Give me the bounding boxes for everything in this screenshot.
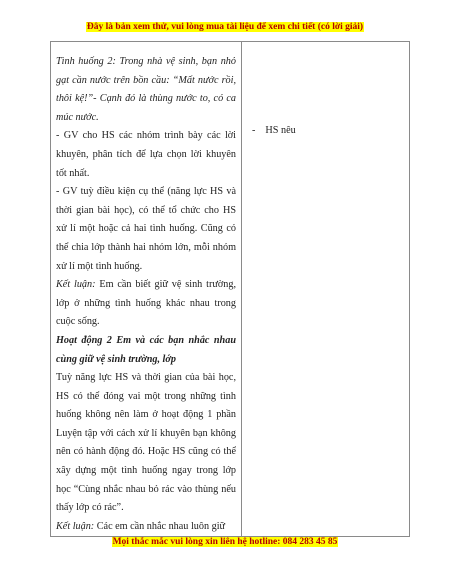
activity-2-title: Hoạt động 2 Em và các bạn nhắc nhau cùng giữ vệ sinh trường, lớp — [56, 334, 236, 365]
gv-step-2-text: - GV tuỳ điều kiện cụ thể (năng lực HS và thời gian bài học), có thể tổ chức cho HS xử lí một hoặc cả hai tình huống. Cũng có thể chia lớp thành hai nhóm lớn, mỗi nhóm xử lí một tình huống. — [56, 186, 236, 272]
conclusion-1 — [56, 276, 236, 332]
preview-notice-banner — [0, 22, 450, 32]
conclusion-2-label: Kết luận: — [56, 520, 95, 532]
conclusion-1-text: Em cần biết giữ vệ sinh trường, lớp ở những tình huống khác nhau trong cuộc sống. — [56, 279, 236, 328]
bullet-dash: - — [252, 125, 256, 136]
conclusion-1-label: Kết luận: — [56, 279, 96, 291]
table-row — [51, 42, 410, 537]
hotline-text: Mọi thắc mắc vui lòng xin liên hệ hotline: 084 283 45 85 — [112, 537, 338, 547]
student-response — [242, 42, 409, 141]
gv-step-1-text: - GV cho HS các nhóm trình bày các lời khuyên, phân tích để lựa chọn lời khuyên tốt nhất. — [56, 130, 236, 179]
preview-notice-text: Đây là bản xem thử, vui lòng mua tài liệu để xem chi tiết (có lời giải) — [86, 22, 364, 32]
student-activity-cell — [242, 42, 410, 537]
lesson-plan-table — [50, 41, 410, 537]
student-response-text: HS nêu — [265, 125, 296, 136]
conclusion-2-text: Các em cần nhắc nhau luôn giữ — [94, 520, 226, 532]
conclusion-2 — [56, 518, 236, 537]
situation-2-text: Tình huống 2: Trong nhà vệ sinh, bạn nhỏ gạt cần nước trên bồn cầu: “Mất nước rồi, thôi kệ!”- Cạnh đó là thùng nước to, có ca múc nước. — [56, 56, 236, 123]
activity-2-text: Tuỳ năng lực HS và thời gian của bài học, HS có thể đóng vai một trong những tình huống không nên làm ở hoạt động 1 phần Luyện tập với cách xử lí khuyên bạn không nên có hành động đó. Hoặc HS cũng có thể xây dựng một tình huống ngay trong lớp học “Cùng nhắc nhau bỏ rác vào thùng nếu thấy lớp có rác”. — [56, 372, 236, 514]
hotline-banner — [0, 537, 450, 547]
teacher-activity-cell — [51, 42, 242, 537]
